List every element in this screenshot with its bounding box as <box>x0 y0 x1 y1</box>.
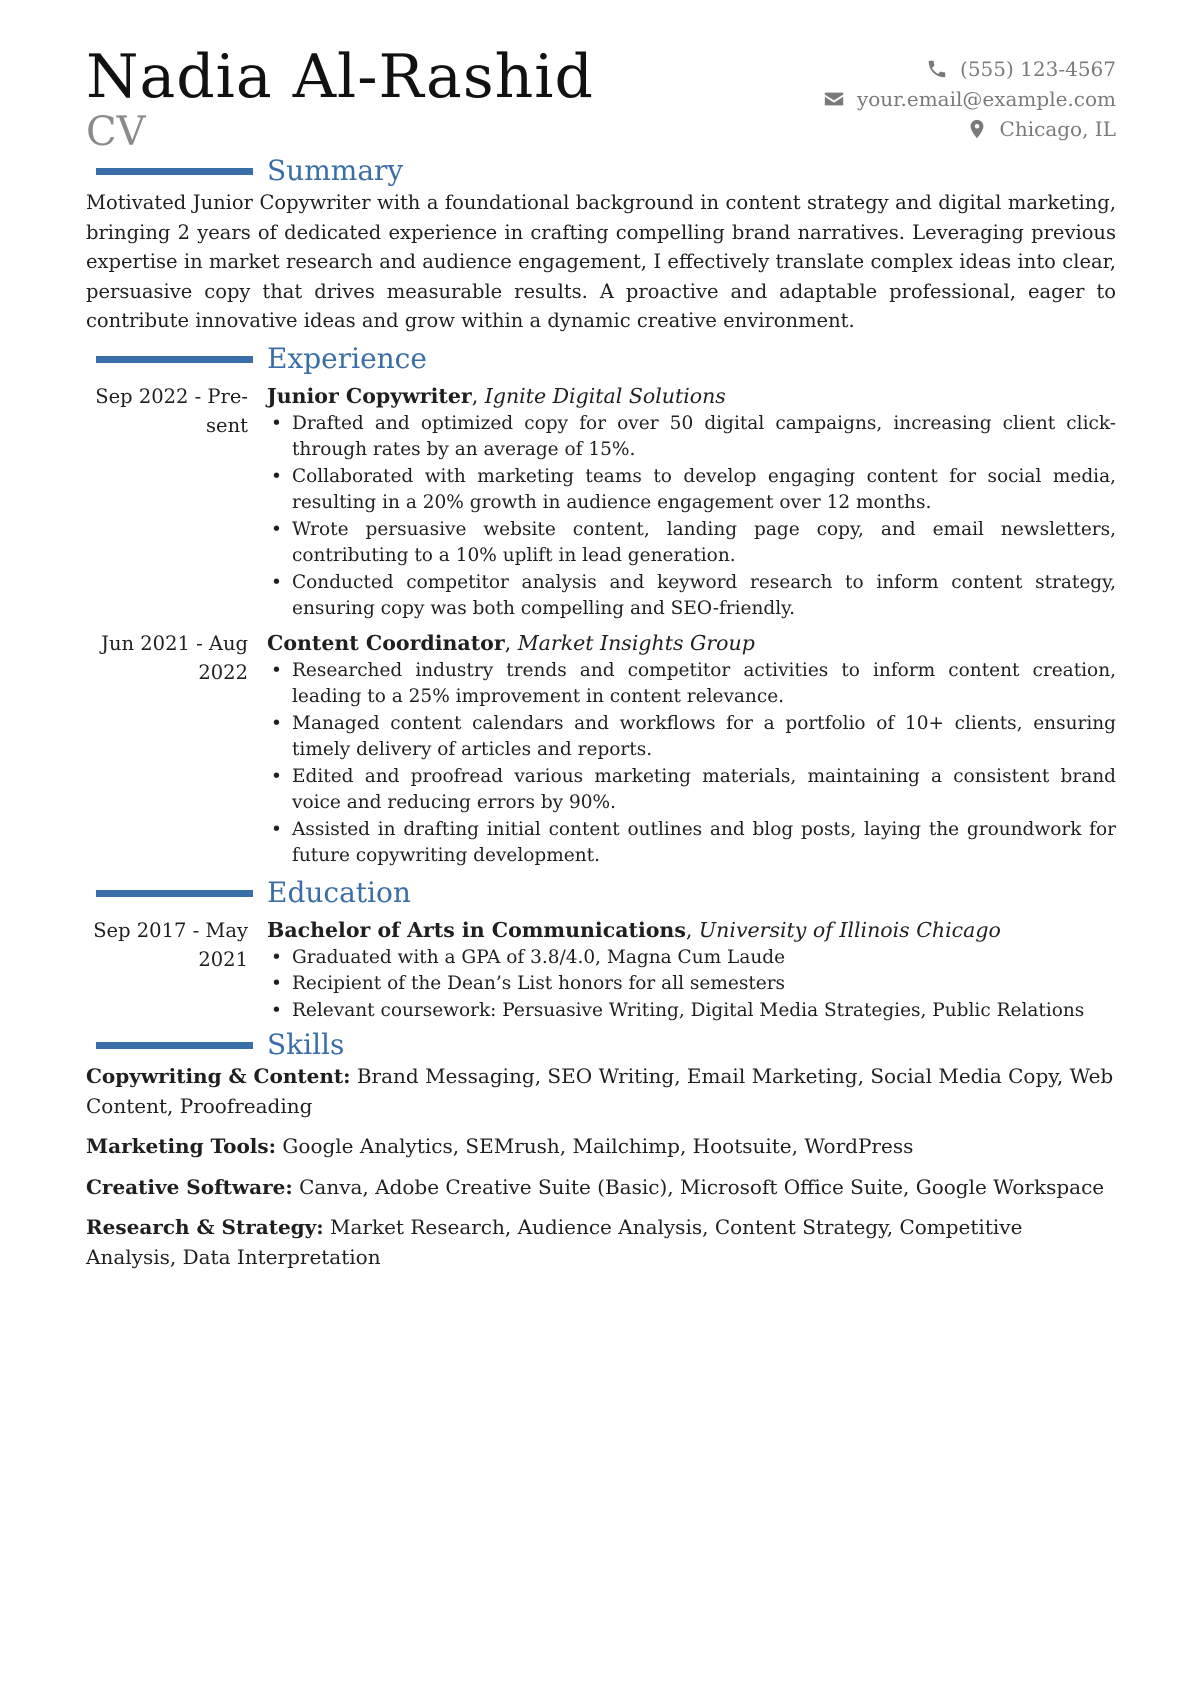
section-bar <box>96 890 253 897</box>
school: University of Illinois Chicago <box>698 917 1001 942</box>
list-item: • Researched industry trends and competitor activities to inform content creation, leading to a 25% improvement in content relevance. <box>267 658 1116 711</box>
date-line: Jun 2021 - Aug <box>101 631 248 655</box>
experience-heading <box>86 342 1116 376</box>
job-date <box>86 382 248 440</box>
section-title: Summary <box>267 154 404 187</box>
phone-text[interactable]: (555) 123-4567 <box>960 57 1116 81</box>
skill-label: Creative Software: <box>86 1174 293 1199</box>
degree-line: Bachelor of Arts in Communications, University of Illinois Chicago <box>267 917 1001 942</box>
skill-group <box>86 1062 1116 1121</box>
contact-block <box>823 54 1116 144</box>
phone-icon <box>926 58 948 80</box>
contact-location <box>823 114 1116 144</box>
date-line: 2022 <box>198 660 248 684</box>
date-line: 2021 <box>198 947 248 971</box>
job-entry <box>86 629 1116 870</box>
skill-group <box>86 1173 1116 1203</box>
list-item: • Recipient of the Dean’s List honors for all semesters <box>267 971 1116 998</box>
location-text: Chicago, IL <box>999 117 1116 141</box>
section-title: Experience <box>267 341 427 375</box>
list-item: • Edited and proofread various marketing materials, maintaining a consistent brand voice and reducing errors by 90%. <box>267 764 1116 817</box>
education-date <box>86 916 248 974</box>
list-item: • Conducted competitor analysis and keyword research to inform content strategy, ensuring copy was both compelling and SEO-friendly. <box>267 570 1116 623</box>
skill-items: Market Research, Audience Analysis, Content Strategy, Competitive Analysis, Data Interpretation <box>86 1215 1023 1269</box>
skill-items: Brand Messaging, SEO Writing, Email Marketing, Social Media Copy, Web Content, Proofreading <box>86 1064 1114 1118</box>
list-item: • Relevant coursework: Persuasive Writing, Digital Media Strategies, Public Relations <box>267 998 1116 1025</box>
skill-label: Marketing Tools: <box>86 1134 277 1158</box>
education-heading <box>86 876 1116 910</box>
skill-group <box>86 1132 1116 1162</box>
job-title-line: Junior Copywriter, Ignite Digital Solutions <box>267 383 726 408</box>
section-title: Education <box>267 875 411 909</box>
education-bullets <box>267 945 1116 1025</box>
list-item: • Collaborated with marketing teams to develop engaging content for social media, resulting in a 20% growth in audience engagement over 12 months. <box>267 464 1116 517</box>
cv-page <box>86 44 1116 1283</box>
education-body <box>267 916 1116 1025</box>
job-bullets <box>267 658 1116 870</box>
section-bar <box>96 1042 253 1049</box>
job-role: Content Coordinator <box>267 630 505 655</box>
job-body <box>267 382 1116 623</box>
contact-phone <box>823 54 1116 84</box>
list-item: • Drafted and optimized copy for over 50 digital campaigns, increasing client click-through rates by an average of 15%. <box>267 411 1116 464</box>
job-entry <box>86 382 1116 623</box>
list-item: • Graduated with a GPA of 3.8/4.0, Magna Cum Laude <box>267 945 1116 972</box>
degree: Bachelor of Arts in Communications <box>267 917 686 942</box>
date-line: Sep 2017 - May <box>93 918 248 942</box>
education-entry <box>86 916 1116 1025</box>
job-date <box>86 629 248 687</box>
candidate-name: Nadia Al-Rashid <box>86 42 594 112</box>
job-org: Ignite Digital Solutions <box>484 383 726 408</box>
skill-label: Research & Strategy: <box>86 1215 324 1239</box>
email-link[interactable]: your.email@example.com <box>856 87 1116 111</box>
job-title-line: Content Coordinator, Market Insights Group <box>267 630 755 655</box>
skill-items: Canva, Adobe Creative Suite (Basic), Microsoft Office Suite, Google Workspace <box>299 1174 1105 1199</box>
summary-heading <box>86 154 1116 188</box>
section-bar <box>96 356 253 363</box>
list-item: • Managed content calendars and workflows for a portfolio of 10+ clients, ensuring timely delivery of articles and reports. <box>267 711 1116 764</box>
date-line: sent <box>206 413 248 437</box>
summary-text: Motivated Junior Copywriter with a foundational background in content strategy and digital marketing, bringing 2 years of dedicated experience in crafting compelling brand narratives. Leveraging previous expertise in market research and audience engagement, I effectively translate complex ideas into clear, persuasive copy that drives measurable results. A proactive and adaptable professional, eager to contribute innovative ideas and grow within a dynamic creative environment. <box>86 191 1116 332</box>
section-title: Skills <box>267 1028 345 1061</box>
job-body <box>267 629 1116 870</box>
document-subtitle: CV <box>86 109 146 155</box>
skills-heading <box>86 1028 1116 1062</box>
skill-items: Google Analytics, SEMrush, Mailchimp, Hootsuite, WordPress <box>282 1134 914 1158</box>
list-item: • Assisted in drafting initial content outlines and blog posts, laying the groundwork for future copywriting development. <box>267 817 1116 870</box>
header <box>86 44 1116 154</box>
skill-label: Copywriting & Content: <box>86 1064 351 1088</box>
map-pin-icon <box>966 118 988 140</box>
skill-group <box>86 1213 1116 1272</box>
job-role: Junior Copywriter <box>267 383 472 408</box>
skills-list <box>86 1062 1116 1272</box>
date-line: Sep 2022 - Pre- <box>95 384 248 408</box>
section-bar <box>96 168 253 175</box>
job-org: Market Insights Group <box>517 630 755 655</box>
list-item: • Wrote persuasive website content, landing page copy, and email newsletters, contributing to a 10% uplift in lead generation. <box>267 517 1116 570</box>
contact-email <box>823 84 1116 114</box>
envelope-icon <box>823 88 845 110</box>
job-bullets <box>267 411 1116 623</box>
